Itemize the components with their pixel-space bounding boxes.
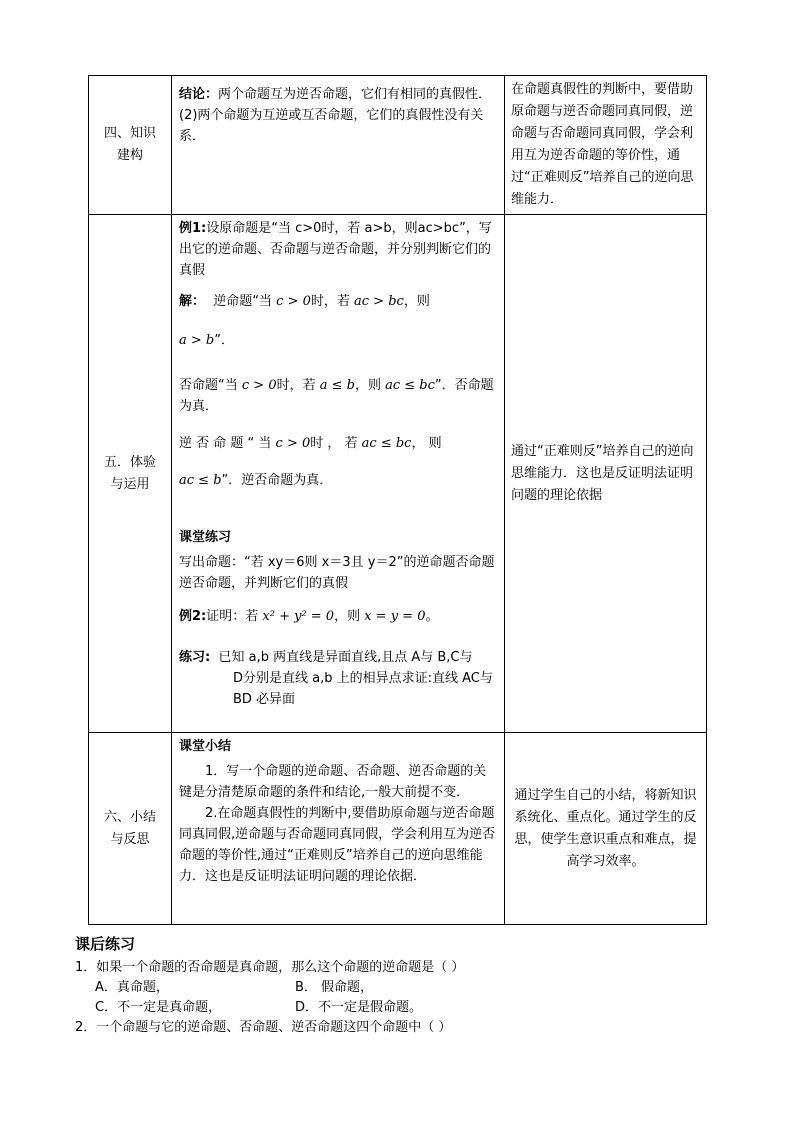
content-cell [172,733,505,925]
question-1-options-row-2 [75,998,725,1018]
negation-text: ，则 [354,378,386,393]
intent-text: 通过学生自己的小结，将新知识系统化、重点化。通过学生的反思，使学生意识重点和难点，提高学习效率。 [514,787,697,869]
solution-text: ，则 [403,294,430,309]
exercise-line-1 [179,647,498,668]
solution-text: 逆命题“当 [213,294,277,309]
example-1-text: 设原命题是“当 c>0时，若 a>b，则ac>bc”，写出它的逆命题、否命题与逆否命题，并分别判断它们的真假 [179,221,492,278]
intent-text: 在命题真假性的判断中，要借助原命题与逆否命题同真同假，逆命题与否命题同真同假，学会利用互为逆否命题的等价性，通过“正难则反”培养自己的逆向思维能力． [511,82,694,207]
stage-label: 四、知识建构 [104,126,157,163]
intent-text: 通过“正难则反”培养自己的逆向思维能力．这也是反证明法证明问题的理论依据 [511,443,694,503]
lesson-table [88,75,707,925]
practice-text: 写出命题：“若 xy＝6则 x＝3且 y＝2”的逆命题否命题逆否命题，并判断它们的真假 [179,555,495,591]
solution-text: ”． [214,333,234,348]
negation-line [179,375,498,417]
summary-title: 课堂小结 [179,739,232,754]
contrapositive-text: 逆 否 命 题 “ 当 [179,436,276,451]
intent-cell [505,733,707,925]
negation-text: 时，若 [276,378,320,393]
option-b: B． 假命题， [295,980,374,995]
math-expr: c > 0 [275,436,311,451]
example-2-text: ，则 [334,609,365,624]
content-cell [172,76,505,215]
example-2-text: 。 [425,609,439,624]
conclusion-1-text: 两个命题互为逆否命题，它们有相同的真假性． [218,87,492,102]
negation-text: 否命题“当 [179,378,242,393]
intent-cell [505,215,707,733]
summary-1: 1．写一个命题的逆命题、否命题、逆否命题的关键是分清楚原命题的条件和结论,一般大前提不变． [179,764,487,800]
example-2-label: 例2: [179,609,207,624]
stage-cell [89,76,172,215]
solution-line-2 [179,330,498,351]
homework-title: 课后练习 [75,935,136,953]
conclusion-label: 结论： [179,87,219,102]
math-expr: ac ≤ bc [385,378,435,393]
math-expr: ac > bc [354,294,404,309]
intent-cell [505,76,707,215]
contrapositive-text: ， 则 [411,436,442,451]
content-cell [172,215,505,733]
option-a: A．真命题， [95,980,169,995]
conclusion-2: (2)两个命题为互逆或互否命题，它们的真假性没有关系． [179,108,484,144]
contrapositive-text: ”．逆否命题为真． [221,473,333,488]
row-summary-reflection [89,733,707,925]
contrapositive-line-1 [179,433,498,454]
example-2-text: 证明：若 [206,609,263,624]
math-expr: a > b [179,333,215,348]
summary-2: 2.在命题真假性的判断中,要借助原命题与逆否命题同真同假,逆命题与否命题同真同假，学会利用互为逆否命题的等价性,通过“正难则反”培养自己的逆向思维能力．这也是反证明法证明问题的理论依据． [179,806,496,884]
math-expr: ac ≤ b [179,473,222,488]
exercise-line-2: D分别是直线 a,b 上的相异点求证:直线 AC与BD 必异面 [233,671,493,707]
math-expr: c > 0 [241,378,277,393]
stage-cell [89,215,172,733]
math-expr: x² + y² = 0 [262,609,335,624]
option-c: C．不一定是真命题， [95,1000,222,1015]
stage-label: 五．体验与运用 [103,454,156,492]
math-expr: c > 0 [276,294,311,309]
conclusion-1 [179,84,498,105]
negation-text: ”．否命题为真． [179,378,494,414]
row-knowledge-construction [89,76,707,215]
solution-line-1 [179,291,498,312]
row-experience-application [89,215,707,733]
option-d: D．不一定是假命题。 [295,1000,423,1015]
question-1-options-row-1 [75,978,725,998]
exercise-text: 已知 a,b 两直线是异面直线,且点 A与 B,C与 [218,650,473,665]
math-expr: a ≤ b [319,378,355,393]
example-1-label: 例1: [179,221,207,236]
exercise-label: 练习: [179,650,211,665]
contrapositive-line-2 [179,470,498,491]
question-2: 2．一个命题与它的逆命题、否命题、逆否命题这四个命题中（ ） [75,1020,452,1035]
homework-section [75,933,725,1038]
math-expr: ac ≤ bc [361,436,412,451]
practice-title: 课堂练习 [179,530,232,545]
example-1 [179,218,498,281]
question-1: 1．如果一个命题的否命题是真命题，那么这个命题的逆命题是（ ） [75,960,465,975]
solution-label: 解： [179,294,206,309]
stage-label: 六、小结与反思 [103,809,156,847]
math-expr: x = y = 0 [364,609,426,624]
solution-text: 时，若 [310,294,355,309]
example-2 [179,606,498,627]
stage-cell [89,733,172,925]
contrapositive-text: 时 ， 若 [310,436,362,451]
